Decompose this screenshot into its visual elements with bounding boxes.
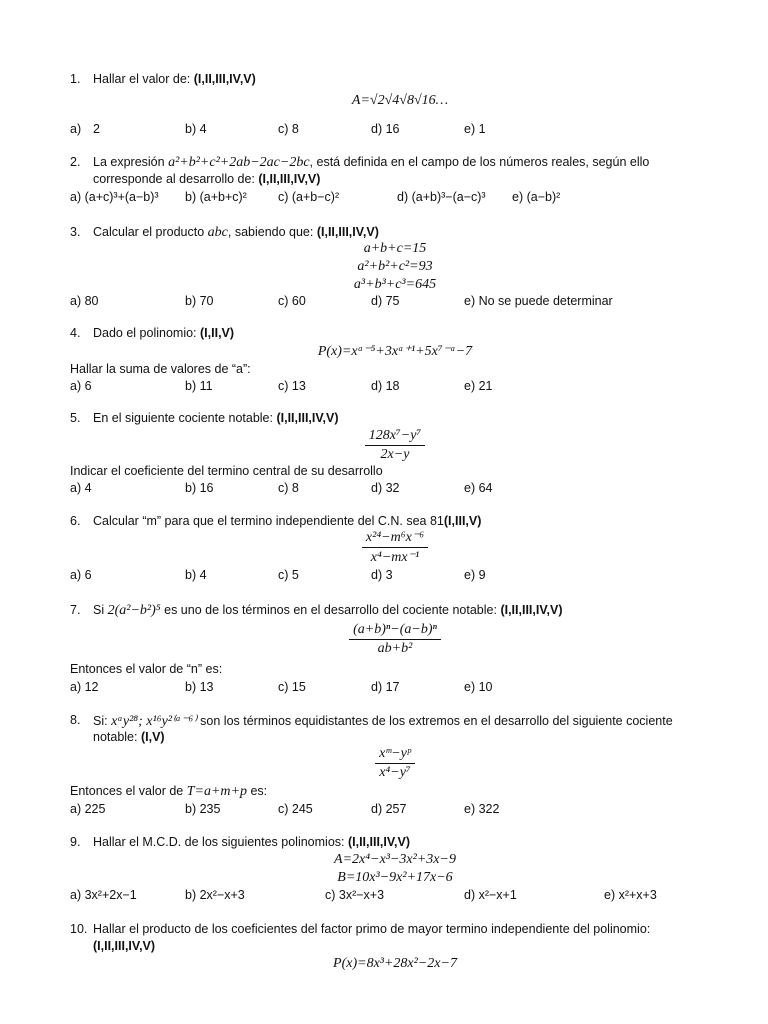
q6-statement xyxy=(93,514,481,528)
q7-text-a: Si xyxy=(93,603,108,617)
q4-answer-e: e) 21 xyxy=(464,379,493,393)
q6-denominator: x⁴−mx⁻¹ xyxy=(370,550,420,565)
q2-statement-line2 xyxy=(93,172,320,186)
q7-fraction xyxy=(320,622,470,657)
q4-instruction: Hallar la suma de valores de “a”: xyxy=(70,362,251,376)
q7-denominator: ab+b² xyxy=(377,641,413,656)
q3-answer-b: b) 70 xyxy=(185,294,214,308)
q6-answer-c: c) 5 xyxy=(278,568,299,582)
q10-statement: Hallar el producto de los coeficientes del factor primo de mayor termino independiente del polinomio: xyxy=(93,922,651,936)
q10-tag: (I,II,III,IV,V) xyxy=(93,939,156,953)
q1-answer-a-letter: a) xyxy=(70,122,82,136)
q4-number: 4. xyxy=(70,326,81,340)
q6-answer-b: b) 4 xyxy=(185,568,207,582)
q7-answer-e: e) 10 xyxy=(464,680,493,694)
q4-formula: P(x)=xᵃ⁻⁵+3xᵃ⁺¹+5x⁷⁻ᵃ−7 xyxy=(317,344,473,359)
q3-text-a: Calcular el producto xyxy=(93,225,208,239)
q3-equation-2: a²+b²+c²=93 xyxy=(357,259,433,274)
q4-answer-b: b) 11 xyxy=(185,379,213,393)
q8-text-a: Si: xyxy=(93,714,112,728)
q8-answer-c: c) 245 xyxy=(278,802,313,816)
q9-equation-2: B=10x³−9x²+17x−6 xyxy=(337,870,453,885)
q10-formula: P(x)=8x³+28x²−2x−7 xyxy=(333,956,457,971)
q2-tag: (I,II,III,IV,V) xyxy=(258,172,321,186)
q3-expression: abc xyxy=(207,225,228,240)
q6-text: Calcular “m” para que el termino independiente del C.N. sea 81 xyxy=(93,514,444,528)
q6-number: 6. xyxy=(70,514,81,528)
q1-tag: (I,II,III,IV,V) xyxy=(193,72,256,86)
q2-answer-a: a) (a+c)³+(a−b)³ xyxy=(70,190,159,204)
q6-answer-a: a) 6 xyxy=(70,568,92,582)
q7-statement xyxy=(93,603,563,619)
q8-answer-e: e) 322 xyxy=(464,802,500,816)
q8-number: 8. xyxy=(70,713,81,727)
q7-answer-d: d) 17 xyxy=(371,680,400,694)
q2-answer-e: e) (a−b)² xyxy=(512,190,561,204)
q7-number: 7. xyxy=(70,603,81,617)
q2-answer-d: d) (a+b)³−(a−c)³ xyxy=(397,190,486,204)
q3-answer-a: a) 80 xyxy=(70,294,99,308)
q9-tag: (I,II,III,IV,V) xyxy=(347,835,411,849)
q8-denominator: x⁴−y⁷ xyxy=(379,765,411,780)
q2-expression: a²+b²+c²+2ab−2ac−2bc xyxy=(168,155,310,170)
q2-text-b: , está definida en el campo de los números reales, según ello xyxy=(309,155,650,169)
q4-answer-d: d) 18 xyxy=(371,379,400,393)
q8-instruction xyxy=(70,784,267,800)
q3-number: 3. xyxy=(70,225,81,239)
q2-number: 2. xyxy=(70,155,81,169)
q5-number: 5. xyxy=(70,411,81,425)
q1-answer-b: b) 4 xyxy=(185,122,207,136)
q6-tag: (I,III,V) xyxy=(443,514,482,528)
q2-statement xyxy=(93,155,649,171)
q8-answer-a: a) 225 xyxy=(70,802,106,816)
q7-numerator: (a+b)ⁿ−(a−b)ⁿ xyxy=(349,622,441,640)
q8-fraction xyxy=(330,746,460,781)
q9-answer-d: d) x²−x+1 xyxy=(464,888,517,902)
q7-tag: (I,II,III,IV,V) xyxy=(500,603,563,617)
q1-number: 1. xyxy=(70,72,81,86)
q9-text: Hallar el M.C.D. de los siguientes polinomios: xyxy=(93,835,348,849)
q9-equation-1: A=2x⁴−x³−3x²+3x−9 xyxy=(334,852,456,867)
q5-tag: (I,II,III,IV,V) xyxy=(276,411,339,425)
q5-fraction xyxy=(325,428,465,463)
q1-formula-text: A=√2√4√8√16… xyxy=(351,93,449,108)
q3-answer-d: d) 75 xyxy=(371,294,400,308)
q1-statement xyxy=(93,72,256,86)
q8-line2: notable: xyxy=(93,730,141,744)
q3-equation-1: a+b+c=15 xyxy=(363,241,427,256)
q5-answer-d: d) 32 xyxy=(371,481,400,495)
q8-after-b: es: xyxy=(247,784,268,798)
q7-expression: 2(a²−b²)⁵ xyxy=(107,603,161,618)
q7-instruction: Entonces el valor de “n” es: xyxy=(70,662,223,676)
q8-statement-line2 xyxy=(93,730,165,744)
q5-answer-c: c) 8 xyxy=(278,481,299,495)
q1-answer-a: 2 xyxy=(93,122,100,136)
q4-text: Dado el polinomio: xyxy=(93,326,201,340)
q5-answer-e: e) 64 xyxy=(464,481,493,495)
q1-answer-c: c) 8 xyxy=(278,122,299,136)
q3-tag: (I,II,III,IV,V) xyxy=(316,225,379,239)
q8-expression: xᵃy²⁸; x¹⁶y²⁽ᵃ⁻⁶⁾ xyxy=(111,714,197,729)
q2-text-a: La expresión xyxy=(93,155,169,169)
q3-text-b: , sabiendo que: xyxy=(227,225,317,239)
q7-answer-c: c) 15 xyxy=(278,680,306,694)
q1-text: Hallar el valor de: xyxy=(93,72,194,86)
q3-equation-3: a³+b³+c³=645 xyxy=(353,277,437,292)
q9-answer-c: c) 3x²−x+3 xyxy=(325,888,385,902)
q6-numerator: x²⁴−m⁶x⁻⁶ xyxy=(362,529,428,548)
q3-statement xyxy=(93,225,379,241)
q8-answer-d: d) 257 xyxy=(371,802,407,816)
q4-tag: (I,II,V) xyxy=(200,326,235,340)
q1-formula xyxy=(300,93,500,109)
q9-answer-b: b) 2x²−x+3 xyxy=(185,888,245,902)
q9-number: 9. xyxy=(70,835,81,849)
q7-answer-a: a) 12 xyxy=(70,680,99,694)
q4-answer-c: c) 13 xyxy=(278,379,306,393)
q8-answer-b: b) 235 xyxy=(185,802,221,816)
q8-tag: (I,V) xyxy=(140,730,165,744)
q10-number: 10. xyxy=(70,922,88,936)
q3-answer-e: e) No se puede determinar xyxy=(464,294,613,308)
q5-answer-b: b) 16 xyxy=(185,481,214,495)
q9-answer-a: a) 3x²+2x−1 xyxy=(70,888,137,902)
q4-statement xyxy=(93,326,234,340)
q8-text-b: son los términos equidistantes de los extremos en el desarrollo del siguiente cociente xyxy=(196,714,673,728)
q5-text: En el siguiente cociente notable: xyxy=(93,411,277,425)
q2-answer-b: b) (a+b+c)² xyxy=(185,190,247,204)
q2-answer-c: c) (a+b−c)² xyxy=(278,190,340,204)
q5-denominator: 2x−y xyxy=(380,447,410,462)
q8-statement xyxy=(93,713,673,730)
q9-statement xyxy=(93,835,410,849)
q8-after-expression: T=a+m+p xyxy=(186,784,247,799)
q5-statement xyxy=(93,411,339,425)
q8-numerator: xᵐ−yᵖ xyxy=(375,746,415,764)
q5-numerator: 128x⁷−y⁷ xyxy=(365,428,426,446)
q7-answer-b: b) 13 xyxy=(185,680,214,694)
q1-answer-d: d) 16 xyxy=(371,122,400,136)
q2-line2: corresponde al desarrollo de: xyxy=(93,172,259,186)
q5-instruction: Indicar el coeficiente del termino central de su desarrollo xyxy=(70,464,383,478)
q6-answer-d: d) 3 xyxy=(371,568,393,582)
q9-answer-e: e) x²+x+3 xyxy=(604,888,657,902)
q4-answer-a: a) 6 xyxy=(70,379,92,393)
q6-answer-e: e) 9 xyxy=(464,568,486,582)
q6-fraction xyxy=(325,529,465,566)
q7-text-b: es uno de los términos en el desarrollo del cociente notable: xyxy=(160,603,501,617)
q3-answer-c: c) 60 xyxy=(278,294,306,308)
q8-after-a: Entonces el valor de xyxy=(70,784,187,798)
q1-answer-e: e) 1 xyxy=(464,122,486,136)
q5-answer-a: a) 4 xyxy=(70,481,92,495)
